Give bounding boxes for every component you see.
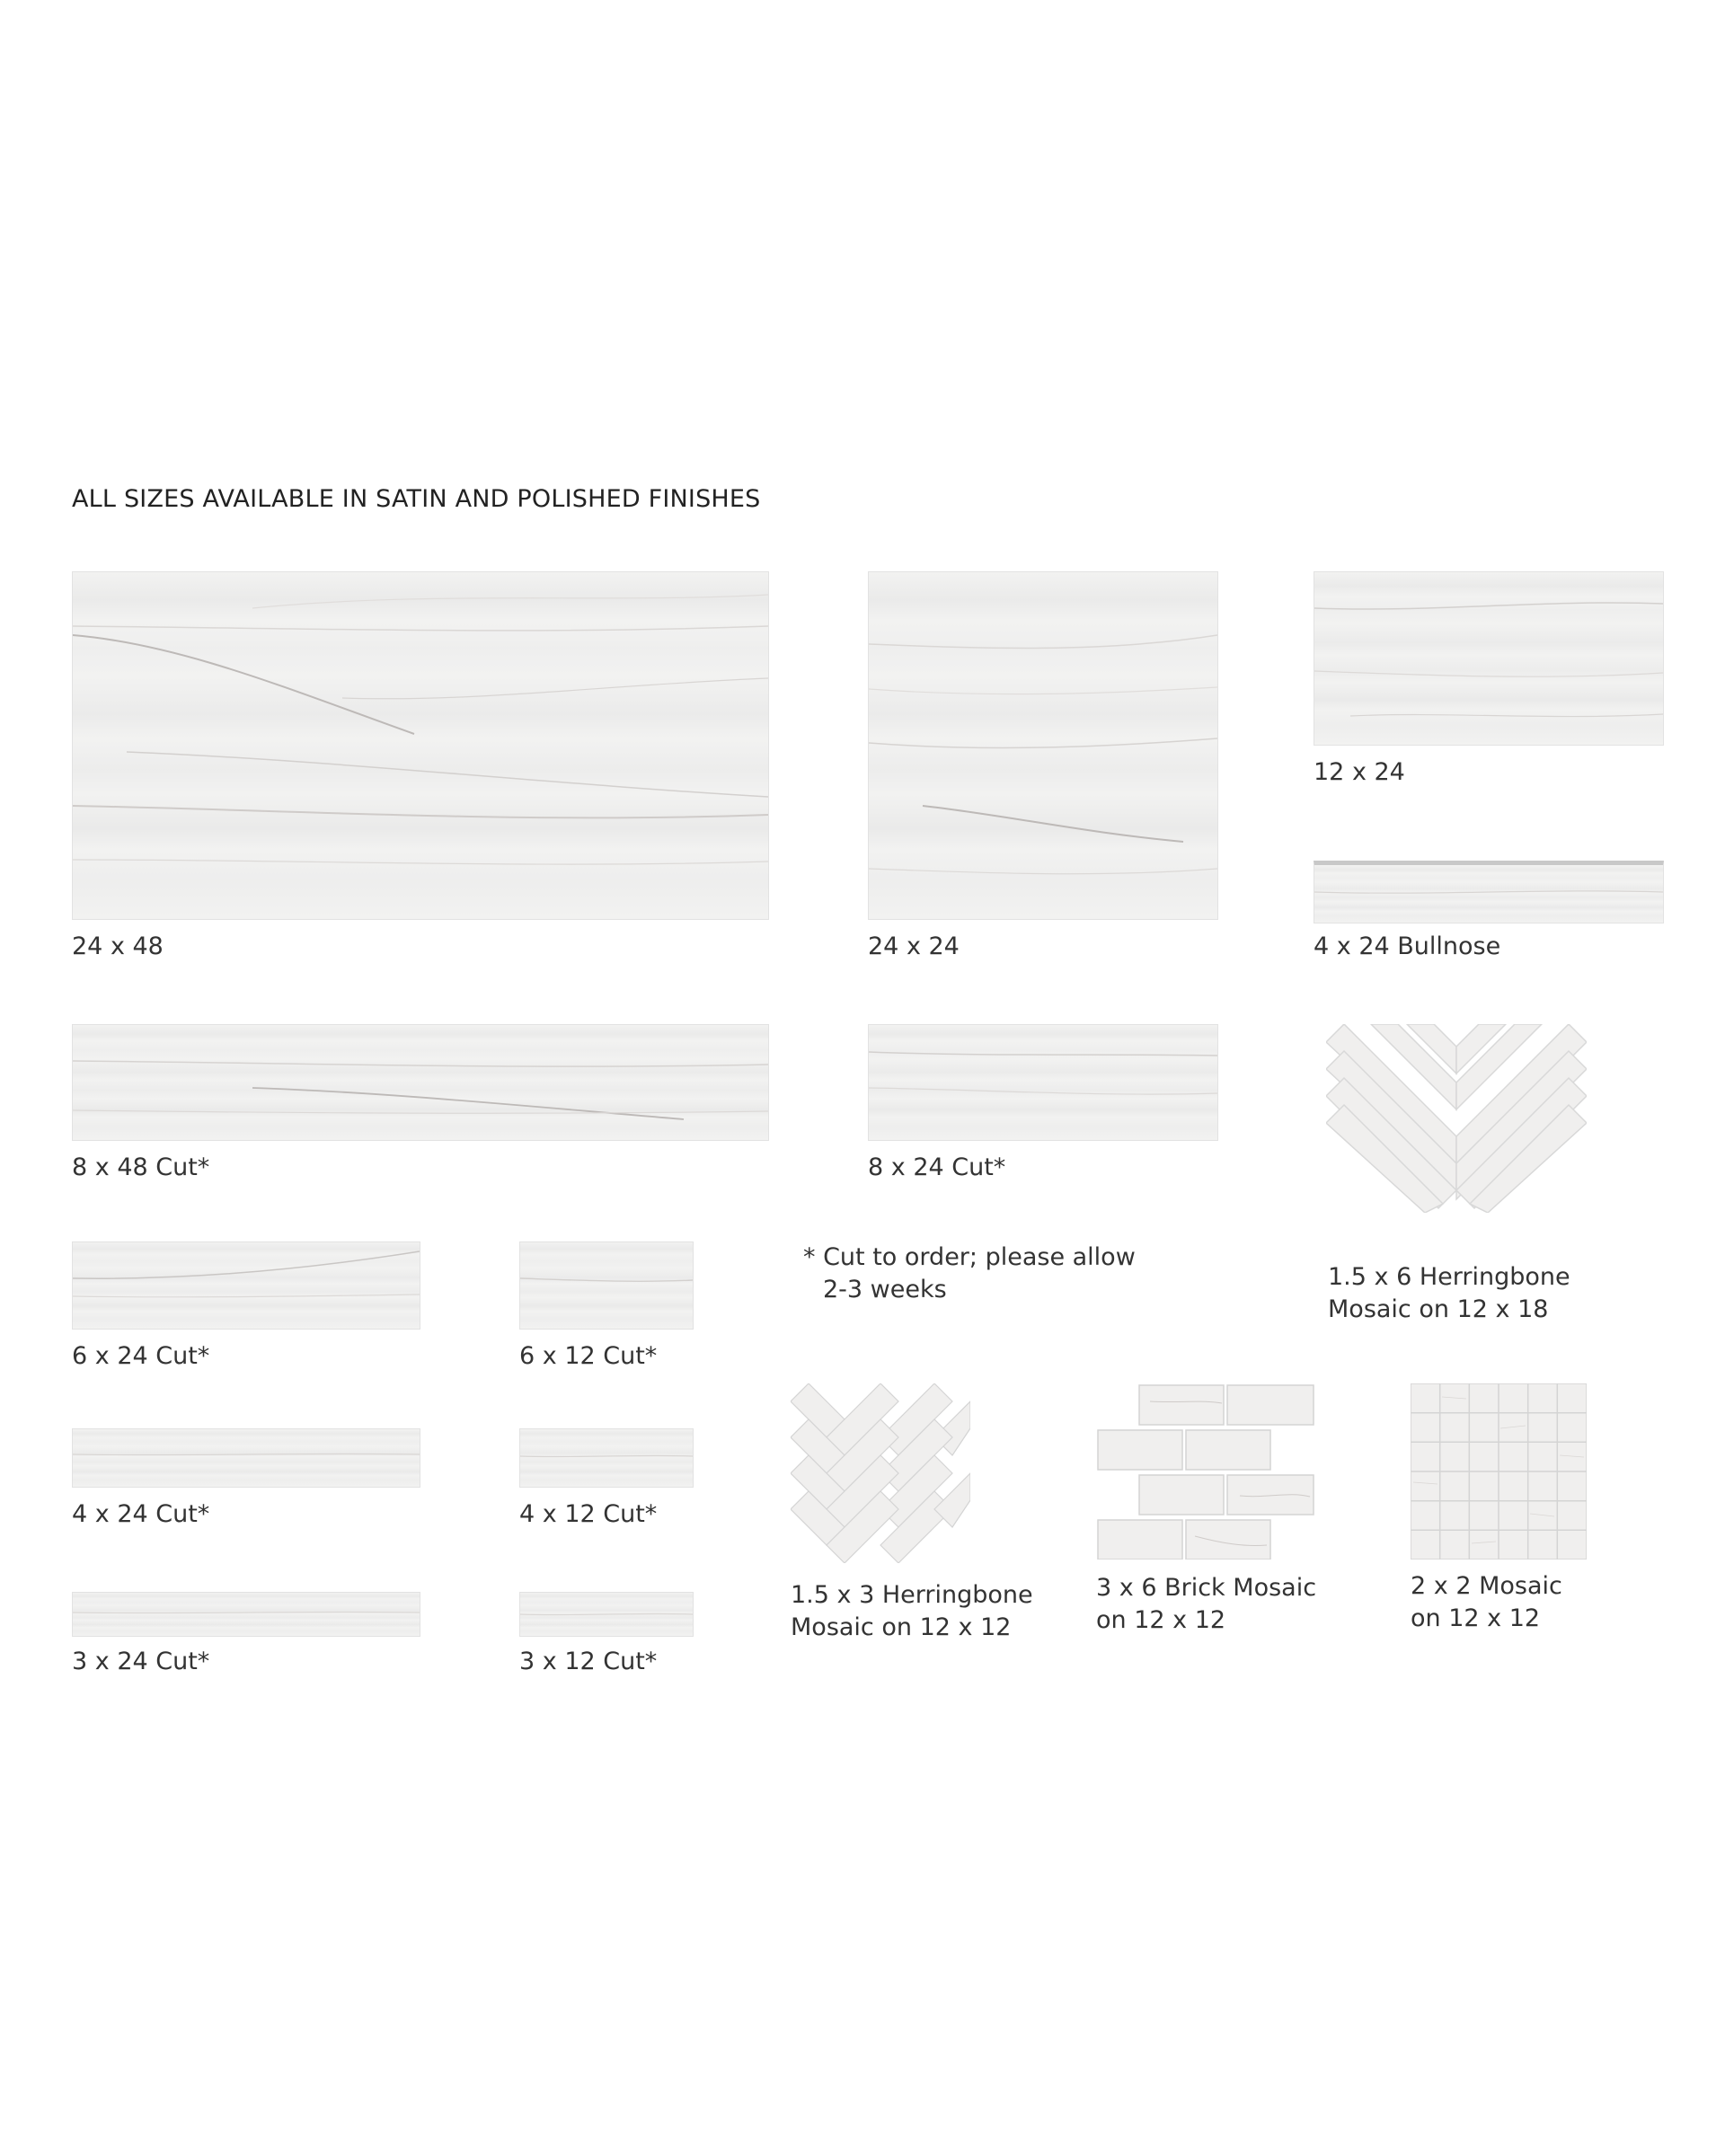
herringbone-pattern — [791, 1383, 970, 1563]
label-brick-line1: 3 x 6 Brick Mosaic — [1096, 1574, 1317, 1602]
label-8x48: 8 x 48 Cut* — [72, 1153, 210, 1181]
brick-pattern — [1096, 1383, 1315, 1560]
label-4x24: 4 x 24 Cut* — [72, 1500, 210, 1528]
tile-24x24 — [868, 571, 1218, 920]
label-herringbone-large-line1: 1.5 x 6 Herringbone — [1328, 1263, 1570, 1291]
marble-veining — [73, 572, 768, 919]
label-8x24: 8 x 24 Cut* — [868, 1153, 1006, 1181]
marble-veining — [520, 1593, 693, 1636]
tile-4x24 — [72, 1428, 420, 1488]
label-3x12: 3 x 12 Cut* — [519, 1648, 658, 1675]
marble-veining — [869, 1025, 1217, 1140]
marble-veining — [73, 1025, 768, 1140]
marble-veining — [1314, 865, 1663, 923]
label-24x48: 24 x 48 — [72, 932, 164, 960]
label-3x24: 3 x 24 Cut* — [72, 1648, 210, 1675]
label-herringbone-small-line1: 1.5 x 3 Herringbone — [791, 1581, 1033, 1609]
label-12x24: 12 x 24 — [1314, 758, 1405, 786]
tile-3x24 — [72, 1592, 420, 1637]
tile-6x12 — [519, 1241, 694, 1330]
herringbone-pattern — [1326, 1024, 1587, 1213]
label-herringbone-large-line2: Mosaic on 12 x 18 — [1328, 1295, 1549, 1323]
marble-veining — [73, 1242, 420, 1329]
herringbone-large-mosaic — [1326, 1024, 1587, 1213]
marble-veining — [1314, 572, 1663, 745]
label-6x12: 6 x 12 Cut* — [519, 1342, 658, 1370]
label-brick-line2: on 12 x 12 — [1096, 1606, 1226, 1634]
marble-veining — [869, 572, 1217, 919]
label-24x24: 24 x 24 — [868, 932, 960, 960]
brick-mosaic — [1096, 1383, 1315, 1560]
tile-24x48 — [72, 571, 769, 920]
label-4x24-bullnose: 4 x 24 Bullnose — [1314, 932, 1501, 960]
marble-veining — [73, 1593, 420, 1636]
marble-veining — [520, 1242, 693, 1329]
label-square-line1: 2 x 2 Mosaic — [1411, 1572, 1562, 1600]
marble-veining — [73, 1429, 420, 1487]
label-4x12: 4 x 12 Cut* — [519, 1500, 658, 1528]
square-mosaic — [1411, 1383, 1587, 1560]
cut-note-line1: * Cut to order; please allow — [803, 1243, 1136, 1271]
label-herringbone-small-line2: Mosaic on 12 x 12 — [791, 1613, 1012, 1641]
marble-veining — [520, 1429, 693, 1487]
square-grid-pattern — [1411, 1383, 1587, 1560]
cut-note-line2: 2-3 weeks — [823, 1276, 947, 1303]
tile-6x24 — [72, 1241, 420, 1330]
herringbone-small-mosaic — [791, 1383, 970, 1563]
page-heading: ALL SIZES AVAILABLE IN SATIN AND POLISHED FINISHES — [72, 485, 761, 513]
label-square-line2: on 12 x 12 — [1411, 1604, 1541, 1632]
label-6x24: 6 x 24 Cut* — [72, 1342, 210, 1370]
tile-8x48 — [72, 1024, 769, 1141]
tile-3x12 — [519, 1592, 694, 1637]
tile-8x24 — [868, 1024, 1218, 1141]
tile-12x24 — [1314, 571, 1664, 746]
tile-4x24-bullnose — [1314, 861, 1664, 923]
tile-4x12 — [519, 1428, 694, 1488]
